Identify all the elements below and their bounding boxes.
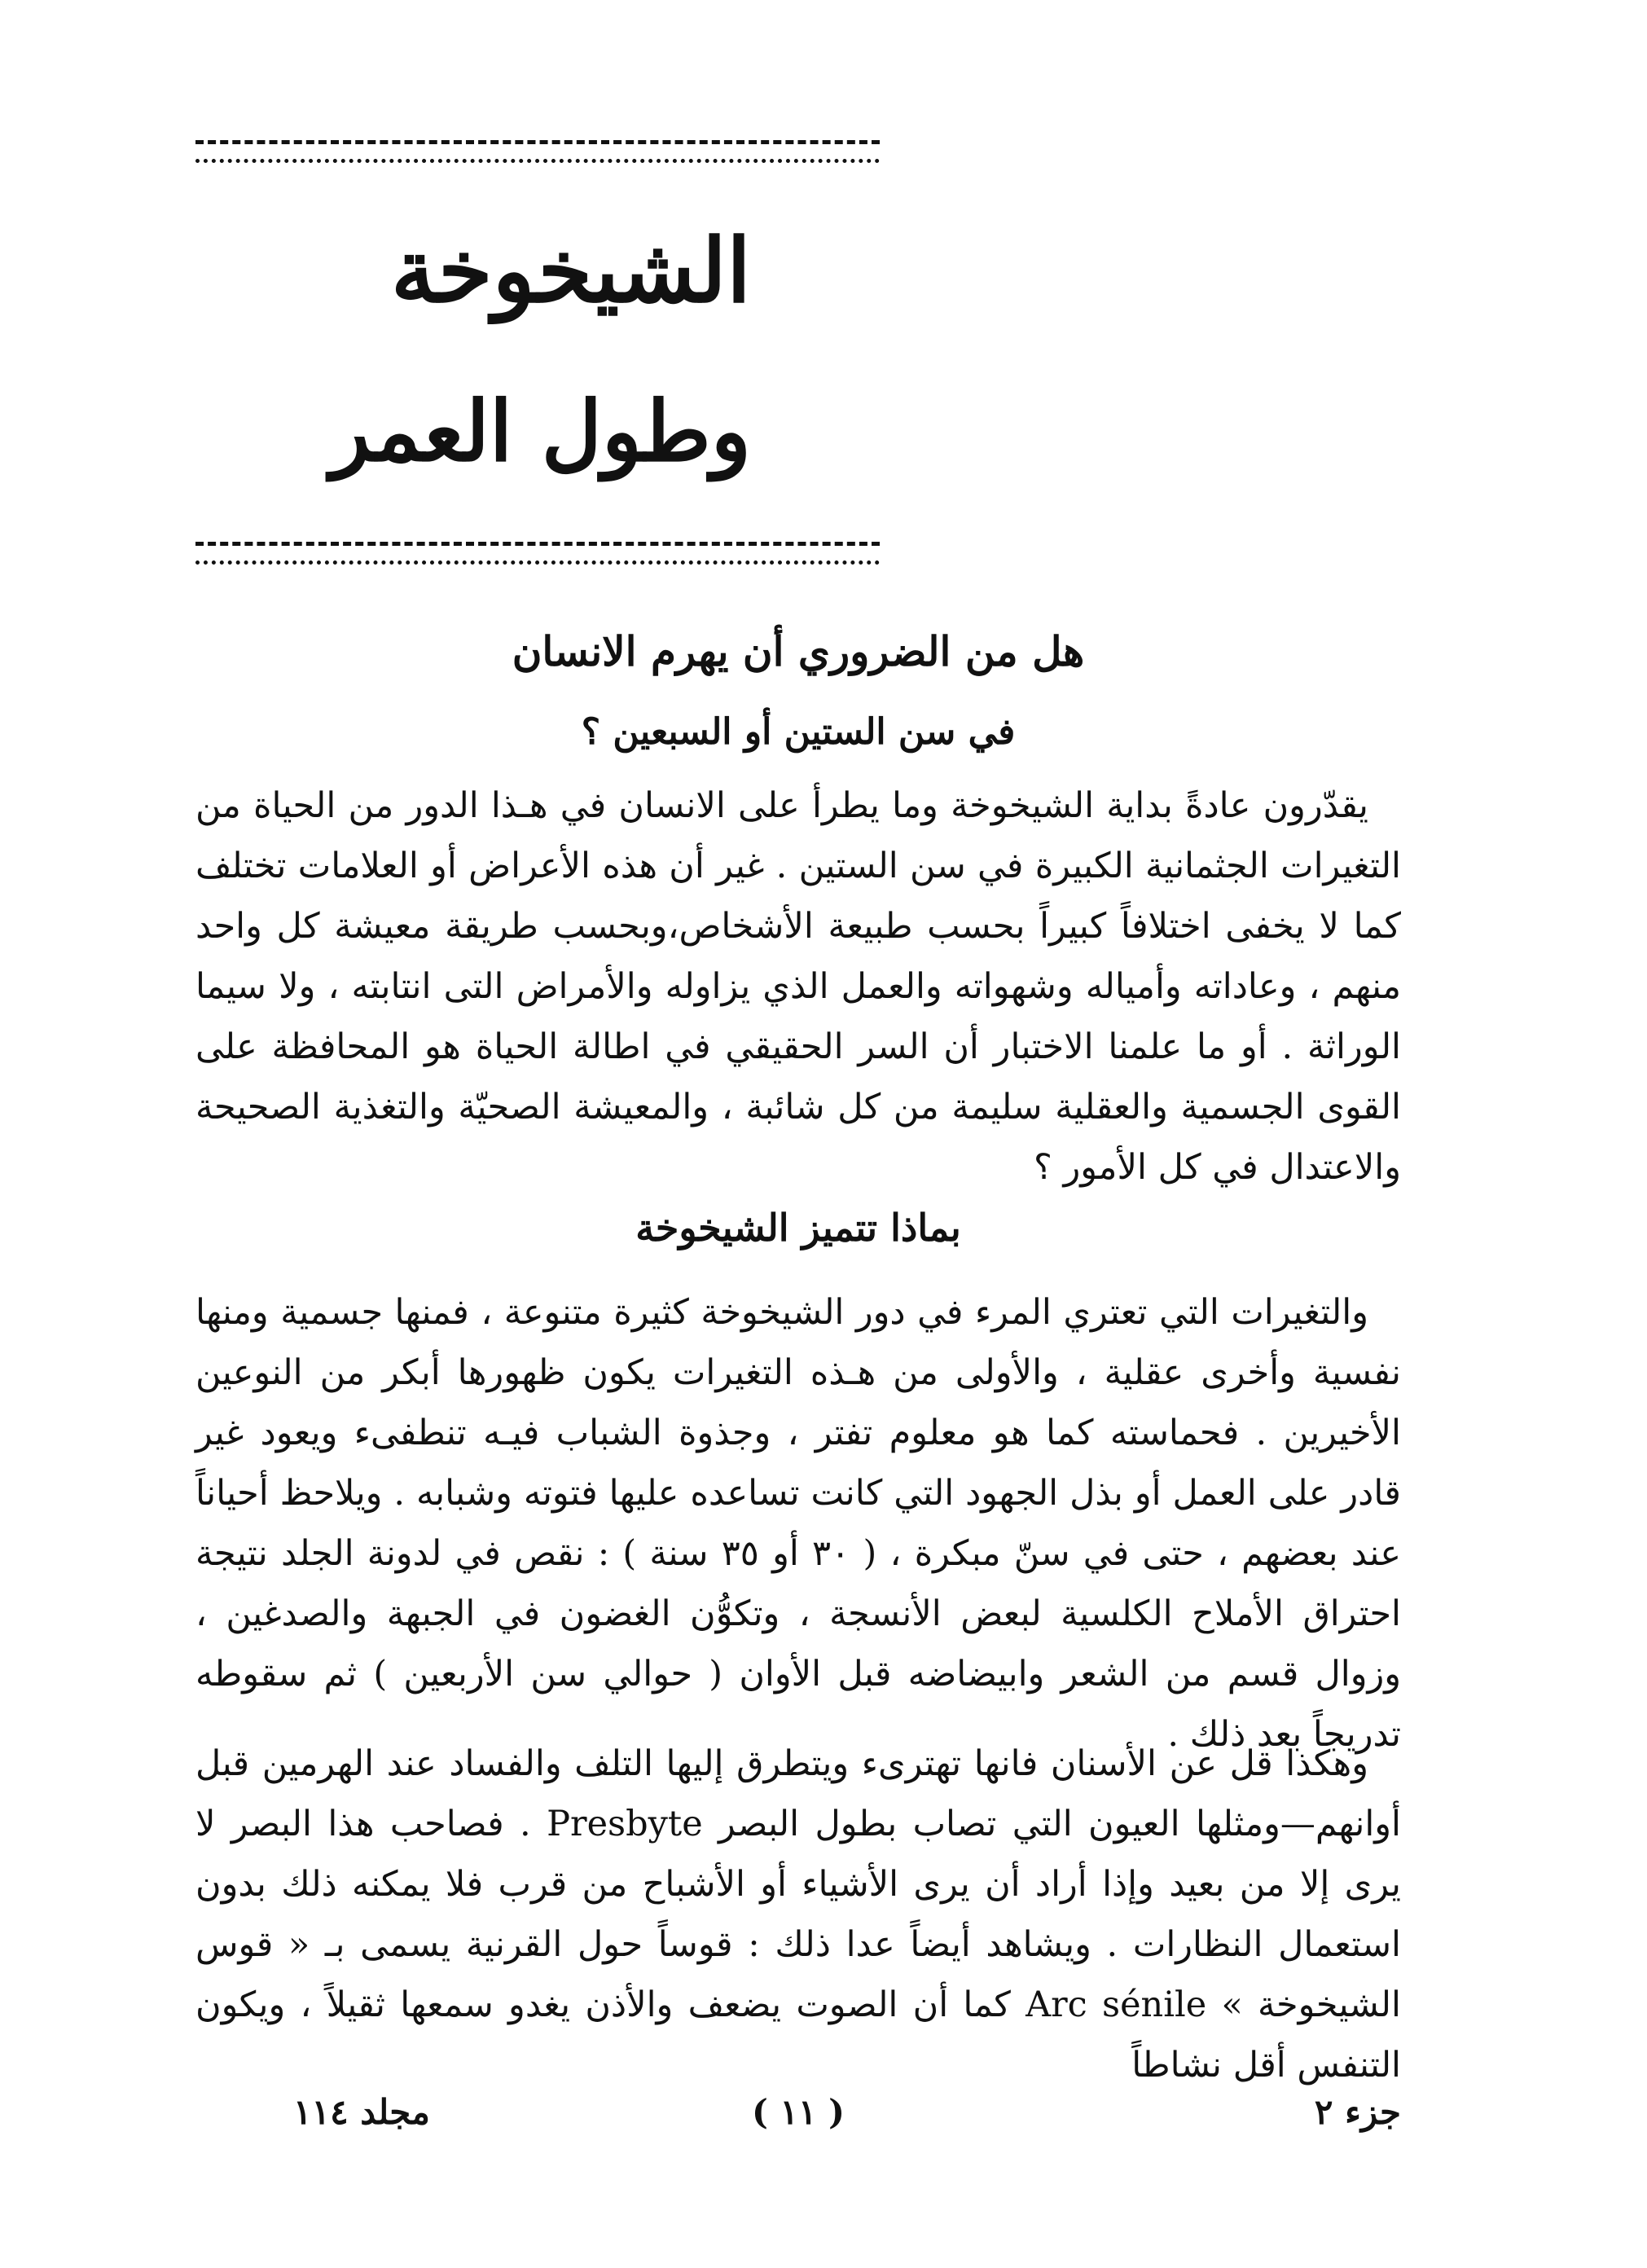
paragraph-intro	[195, 776, 1401, 1198]
page-footer	[195, 2092, 1401, 2141]
footer-page-number: ( ١١ )	[751, 2092, 845, 2132]
footer-volume-number: مجلد ١١٤	[293, 2092, 430, 2132]
article-title-line1: الشيخوخة	[390, 220, 751, 323]
question-heading-line2: في سن الستين أو السبعين ؟	[581, 711, 1016, 753]
article-title-line2: وطول العمر	[330, 383, 751, 481]
footer-part-number: جزء ٢	[1314, 2092, 1401, 2132]
paragraph-changes-text: والتغيرات التي تعتري المرء في دور الشيخوخة كثيرة متنوعة ، فمنها جسمية ومنها نفسية وأخرى عقلية ، والأولى من هـذه التغيرات يكون ظهورها أبكر من النوعين الأخيرين . فحماسته كما هو معلوم تفتر ، وجذوة الشباب فيـه تنطفىء ويعود غير قادر على العمل أو بذل الجهود التي كانت تساعده عليها فتوته وشبابه . ويلاحظ أحياناً عند بعضهم ، حتى في سنّ مبكرة ، ( ٣٠ أو ٣٥ سنة ) : نقص في لدونة الجلد نتيجة احتراق الأملاح الكلسية لبعض الأنسجة ، وتكوُّن الغضون في الجبهة والصدغين ، وزوال قسم من الشعر وابيضاضه قبل الأوان ( حوالي سن الأربعين ) ثم سقوطه تدريجاً بعد ذلك .	[195, 1292, 1401, 1755]
bottom-ornament-rule	[195, 542, 880, 565]
paragraph-teeth-eyes-text: وهكذا قل عن الأسنان فانها تهترىء ويتطرق إليها التلف والفساد عند الهرمين قبل أوانهم—ومثلها العيون التي تصاب بطول البصر Presbyte . فصاحب هذا البصر لا يرى إلا من بعيد وإذا أراد أن يرى الأشياء أو الأشباح من قرب فلا يمكنه ذلك بدون استعمال النظارات . ويشاهد أيضاً عدا ذلك : قوساً حول القرنية يسمى بـ « قوس الشيخوخة » Arc sénile كما أن الصوت يضعف والأذن يغدو سمعها ثقيلاً ، ويكون التنفس أقل نشاطاً	[195, 1743, 1401, 2086]
paragraph-changes	[195, 1282, 1401, 1765]
paragraph-teeth-eyes	[195, 1734, 1401, 2095]
question-heading-line1: هل من الضروري أن يهرم الانسان	[512, 627, 1085, 675]
top-ornament-rule	[195, 140, 880, 163]
paragraph-intro-text: يقدّرون عادةً بداية الشيخوخة وما يطرأ على الانسان في هـذا الدور من الحياة من التغيرات الجثمانية الكبيرة في سن الستين . غير أن هذه الأعراض أو العلامات تختلف كما لا يخفى اختلافاً كبيراً بحسب طبيعة الأشخاص،وبحسب طريقة معيشة كل واحد منهم ، وعاداته وأمياله وشهواته والعمل الذي يزاوله والأمراض التى انتابته ، ولا سيما الوراثة . أو ما علمنا الاختبار أن السر الحقيقي في اطالة الحياة هو المحافظة على القوى الجسمية والعقلية سليمة من كل شائبة ، والمعيشة الصحيّة والتغذية الصحيحة والاعتدال في كل الأمور ؟	[195, 785, 1401, 1188]
subheading: بماذا تتميز الشيخوخة	[635, 1206, 961, 1250]
